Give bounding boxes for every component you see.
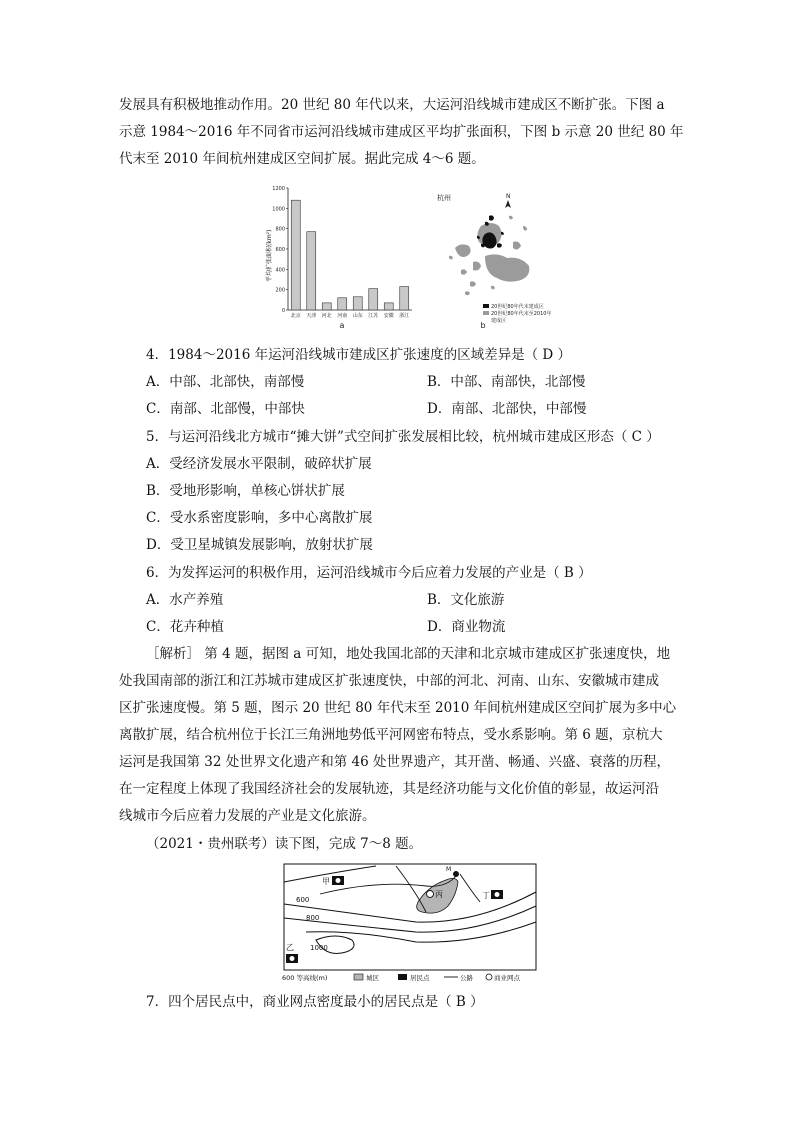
q6-stem: 6．为发挥运河的积极作用，运河沿线城市今后应着力发展的产业是（ B ） <box>146 565 592 581</box>
label-bing: 丙 <box>435 890 443 899</box>
figure-b-legend-2b: 建成区 <box>491 318 507 324</box>
analysis-line-4: 离散扩展，结合杭州位于长江三角洲地势低平河网密布特点，受水系影响。第 6 题，京杭大 <box>119 727 663 743</box>
bar-河北 <box>322 303 331 310</box>
x-tick-label: 江苏 <box>368 313 379 319</box>
figure-a-ylabel: 平均扩张面积(km²) <box>266 229 273 282</box>
shop-bing-icon <box>427 891 434 898</box>
label-800: 800 <box>306 914 320 922</box>
m-point-icon <box>453 871 459 877</box>
x-tick-label: 浙江 <box>399 313 410 319</box>
q5-option-b[interactable]: B．受地形影响，单核心饼状扩展 <box>146 483 345 499</box>
topographic-map <box>276 862 542 986</box>
x-tick-label: 天津 <box>306 313 317 319</box>
analysis-line-2: 处我国南部的浙江和江苏城市建成区扩张速度快，中部的河北、河南、山东、安徽城市建成 <box>119 673 659 689</box>
figure-b-caption: b <box>480 321 486 330</box>
x-tick-label: 山东 <box>352 313 363 319</box>
analysis-line-5: 运河是我国第 32 处世界文化遗产和第 46 处世界遗产，其开凿、畅通、兴盛、衰落的历程， <box>119 754 671 770</box>
analysis-line-1: ［解析］ 第 4 题，据图 a 可知，地处我国北部的天津和北京城市建成区扩张速度快，地 <box>146 646 671 662</box>
q4-stem: 4．1984～2016 年运河沿线城市建成区扩张速度的区域差异是（ D ） <box>146 347 571 363</box>
figure-a-caption: a <box>339 321 345 330</box>
bar-北京 <box>291 200 300 310</box>
bar-山东 <box>353 297 362 310</box>
q4-option-a[interactable]: A．中部、北部快，南部慢 <box>146 374 305 390</box>
analysis-line-6: 在一定程度上体现了我国经济社会的发展轨迹，其是经济功能与文化价值的彰显，故运河沿 <box>119 781 659 797</box>
label-600: 600 <box>296 896 310 904</box>
q4-option-c[interactable]: C．南部、北部慢，中部快 <box>146 401 305 417</box>
y-tick-label: 1000 <box>272 206 285 213</box>
q4-option-d[interactable]: D．南部、北部快，中部慢 <box>427 401 587 417</box>
y-tick-label: 0 <box>281 308 285 314</box>
x-tick-label: 安徽 <box>383 313 394 319</box>
figure-b-title: 杭州 <box>437 194 451 202</box>
analysis-line-3: 区扩张速度慢。第 5 题，图示 20 世纪 80 年代末至 2010 年间杭州建成区空间扩展为多中心 <box>119 700 677 716</box>
label-1000: 1000 <box>310 944 328 952</box>
legend-settlement: 居民点 <box>410 974 430 982</box>
q6-option-c[interactable]: C．花卉种植 <box>146 619 224 635</box>
q7-stem: 7．四个居民点中，商业网点密度最小的居民点是（ B ） <box>146 994 484 1010</box>
y-tick-label: 200 <box>275 287 285 294</box>
legend-road: 公路 <box>460 974 473 982</box>
label-ding: 丁 <box>482 891 490 900</box>
q4-option-b[interactable]: B．中部、南部快，北部慢 <box>427 374 586 390</box>
x-tick-label: 北京 <box>290 313 301 319</box>
bar-浙江 <box>400 287 409 310</box>
figure-a-bar-chart <box>258 182 418 332</box>
bar-天津 <box>307 232 316 310</box>
y-tick-label: 1200 <box>272 186 285 192</box>
x-tick-label: 河南 <box>337 313 348 319</box>
built-area-2010 <box>449 216 529 296</box>
bar-河南 <box>338 298 347 310</box>
q5-option-a[interactable]: A．受经济发展水平限制，破碎状扩展 <box>146 456 372 472</box>
bar-江苏 <box>369 289 378 310</box>
legend-city: 城区 <box>366 974 379 982</box>
q5-stem: 5．与运河沿线北方城市“摊大饼”式空间扩张发展相比较，杭州城市建成区形态（ C ） <box>146 429 660 445</box>
analysis-line-7: 线城市今后应着力发展的产业是文化旅游。 <box>119 808 376 824</box>
y-tick-label: 400 <box>275 267 285 274</box>
intro-line-1: 发展具有积极地推动作用。20 世纪 80 年代以来，大运河沿线城市建成区不断扩张。下图 a <box>119 97 665 113</box>
x-tick-label: 河北 <box>321 313 332 319</box>
q6-option-b[interactable]: B．文化旅游 <box>427 592 505 608</box>
figure-b-legend-1: 20世纪80年代末建成区 <box>491 304 544 310</box>
intro-line-3: 代末至 2010 年间杭州建成区空间扩展。据此完成 4～6 题。 <box>119 151 485 167</box>
bar-安徽 <box>384 303 393 310</box>
legend-contour: 600 等高线(m) <box>282 974 328 982</box>
label-jia: 甲 <box>322 877 330 886</box>
svg-text:N: N <box>506 193 511 200</box>
legend-shop: 商业网点 <box>494 974 520 982</box>
q6-option-a[interactable]: A．水产养殖 <box>146 592 224 608</box>
figure-b-legend-2: 20世纪80年代末至2010年 <box>491 311 552 317</box>
north-arrow-icon <box>505 193 511 208</box>
q5-option-c[interactable]: C．受水系密度影响，多中心离散扩展 <box>146 510 373 526</box>
source-line: （2021・贵州联考）读下图，完成 7～8 题。 <box>146 836 423 852</box>
label-yi: 乙 <box>286 943 294 952</box>
intro-line-2: 示意 1984～2016 年不同省市运河沿线城市建成区平均扩张面积，下图 b 示意 20 世纪 80 年 <box>119 124 684 140</box>
label-m: M <box>446 866 452 873</box>
y-tick-label: 600 <box>275 247 285 253</box>
q5-option-d[interactable]: D．受卫星城镇发展影响，放射状扩展 <box>146 537 373 553</box>
q6-option-d[interactable]: D．商业物流 <box>427 619 506 635</box>
figure-b-map <box>425 186 565 332</box>
y-tick-label: 800 <box>275 226 285 233</box>
